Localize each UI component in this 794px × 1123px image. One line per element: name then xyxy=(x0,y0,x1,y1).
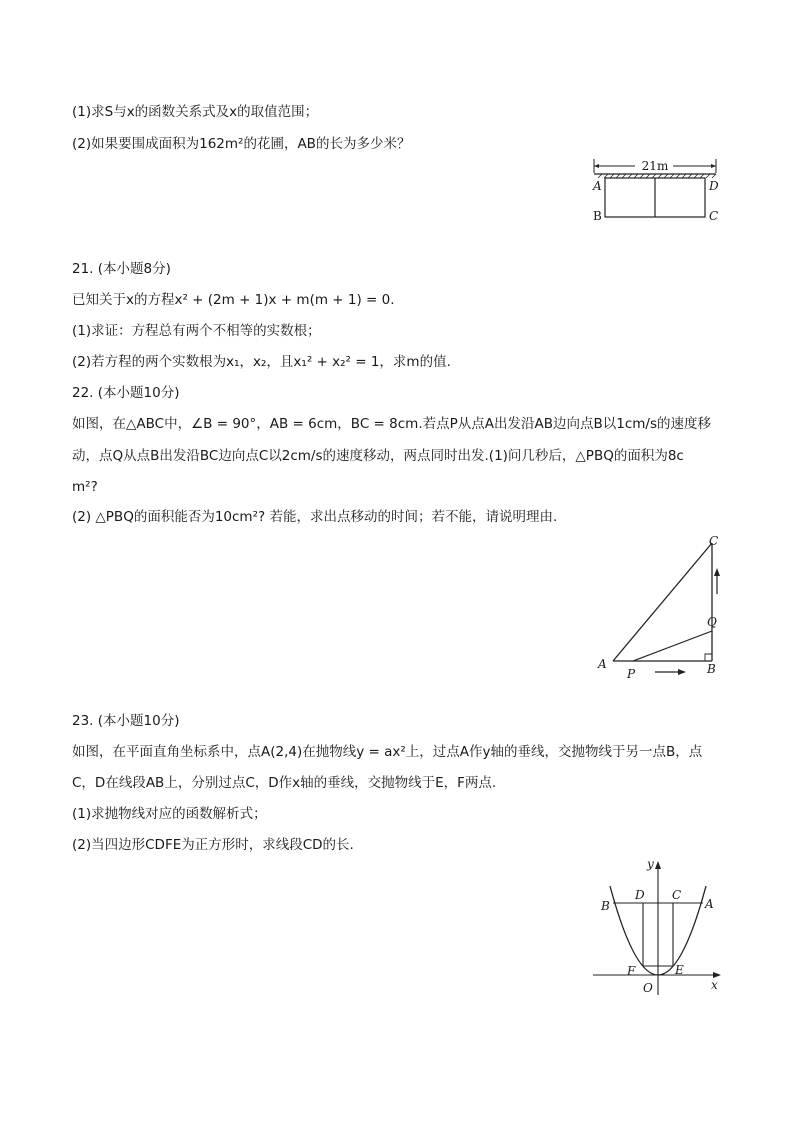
q22-line3: m²? xyxy=(72,479,98,495)
label-D: D xyxy=(635,888,645,902)
label-A: A xyxy=(598,657,607,671)
q22-line1: 如图，在△ABC中，∠B = 90°，AB = 6cm，BC = 8cm.若点P从点A出发沿AB边向点B以1cm/s的速度移 xyxy=(72,416,711,432)
q20-fence-figure xyxy=(585,155,725,230)
q23-line1: 如图，在平面直角坐标系中，点A(2,4)在抛物线y = ax²上，过点A作y轴的垂线，交抛物线于另一点B，点 xyxy=(72,744,703,760)
q23-part1: (1)求抛物线对应的函数解析式； xyxy=(72,806,267,822)
label-D: D xyxy=(709,179,719,193)
q22-part2: (2) △PBQ的面积能否为10cm²? 若能，求出点移动的时间；若不能，请说明理由. xyxy=(72,509,558,525)
label-O: O xyxy=(643,981,653,995)
q21-part2: (2)若方程的两个实数根为x₁，x₂，且x₁² + x₂² = 1，求m的值. xyxy=(72,354,451,370)
q20-part1: (1)求S与x的函数关系式及x的取值范围； xyxy=(72,104,319,120)
q20-part2: (2)如果要围成面积为162m²的花圃，AB的长为多少米？ xyxy=(72,136,411,152)
label-B: B xyxy=(593,209,602,223)
q23-heading: 23. (本小题10分) xyxy=(72,713,180,729)
q21-heading: 21. (本小题8分) xyxy=(72,261,171,277)
label-A: A xyxy=(593,179,602,193)
q22-triangle-figure xyxy=(590,530,730,685)
q22-line2: 动，点Q从点B出发沿BC边向点C以2cm/s的速度移动，两点同时出发.(1)问几秒后，△PBQ的面积为8c xyxy=(72,448,684,464)
label-C: C xyxy=(709,209,719,223)
q23-line2: C，D在线段AB上，分别过点C，D作x轴的垂线，交抛物线于E，F两点. xyxy=(72,775,497,791)
q23-part2: (2)当四边形CDFE为正方形时，求线段CD的长. xyxy=(72,837,354,853)
label-B: B xyxy=(601,899,610,913)
q21-stem: 已知关于x的方程x² + (2m + 1)x + m(m + 1) = 0. xyxy=(72,292,395,308)
q22-heading: 22. (本小题10分) xyxy=(72,385,180,401)
label-P: P xyxy=(627,667,636,681)
label-y: y xyxy=(647,857,654,871)
wall-length-label: 21m xyxy=(641,159,669,173)
label-E: E xyxy=(675,963,684,977)
label-B: B xyxy=(707,662,716,676)
q21-part1: (1)求证：方程总有两个不相等的实数根； xyxy=(72,323,321,339)
label-A: A xyxy=(705,897,714,911)
q23-parabola-figure xyxy=(590,855,730,1000)
label-Q: Q xyxy=(707,615,717,629)
label-C: C xyxy=(672,888,682,902)
label-F: F xyxy=(627,964,636,978)
label-x: x xyxy=(711,978,718,992)
label-C: C xyxy=(709,534,719,548)
